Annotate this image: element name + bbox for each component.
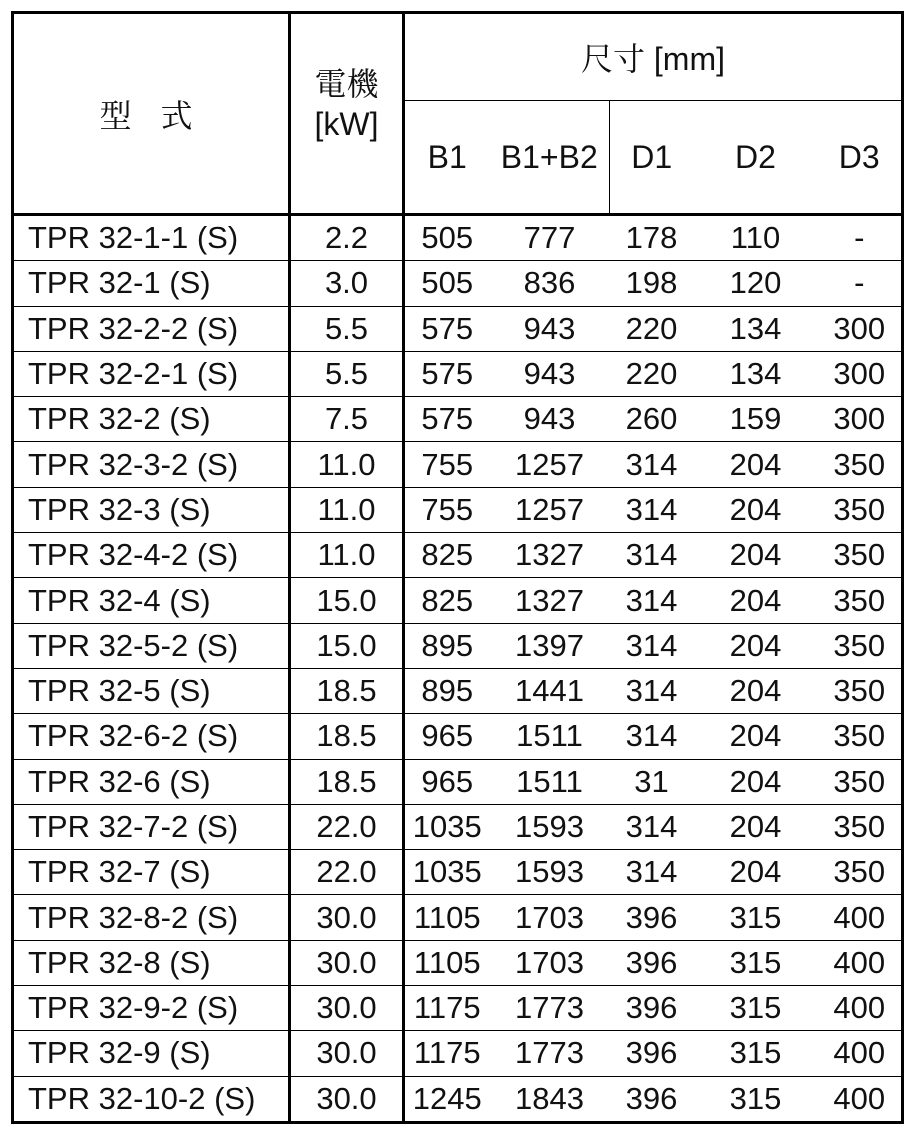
cell-d2: 159 xyxy=(694,397,818,442)
cell-d1: 314 xyxy=(610,487,694,532)
header-col-d1: D1 xyxy=(610,101,694,215)
cell-d3: 300 xyxy=(818,397,903,442)
cell-b1b2: 1773 xyxy=(490,986,610,1031)
cell-model: TPR 32-9-2 (S) xyxy=(13,986,290,1031)
cell-b1: 965 xyxy=(404,714,490,759)
table-row xyxy=(13,397,903,442)
cell-b1: 965 xyxy=(404,759,490,804)
header-model: 型 式 xyxy=(13,13,290,215)
cell-b1b2: 1257 xyxy=(490,442,610,487)
cell-d3: 350 xyxy=(818,442,903,487)
cell-d1: 220 xyxy=(610,351,694,396)
cell-b1b2: 1327 xyxy=(490,533,610,578)
header-motor-label: 電機 xyxy=(314,66,379,102)
cell-d2: 204 xyxy=(694,804,818,849)
cell-model: TPR 32-9 (S) xyxy=(13,1031,290,1076)
header-dimensions: 尺寸 [mm] xyxy=(404,13,903,101)
cell-d1: 220 xyxy=(610,306,694,351)
cell-motor-kw: 7.5 xyxy=(290,397,404,442)
spec-table xyxy=(11,11,904,1124)
cell-d2: 315 xyxy=(694,895,818,940)
cell-d3: 400 xyxy=(818,940,903,985)
table-row xyxy=(13,487,903,532)
cell-d2: 204 xyxy=(694,668,818,713)
cell-d1: 314 xyxy=(610,623,694,668)
cell-d3: 350 xyxy=(818,533,903,578)
cell-motor-kw: 2.2 xyxy=(290,215,404,261)
cell-b1: 575 xyxy=(404,351,490,396)
cell-b1b2: 943 xyxy=(490,351,610,396)
cell-model: TPR 32-1-1 (S) xyxy=(13,215,290,261)
cell-b1b2: 1773 xyxy=(490,1031,610,1076)
cell-b1b2: 1593 xyxy=(490,850,610,895)
table-row xyxy=(13,940,903,985)
cell-motor-kw: 5.5 xyxy=(290,306,404,351)
cell-b1b2: 1257 xyxy=(490,487,610,532)
table-row xyxy=(13,351,903,396)
cell-model: TPR 32-8 (S) xyxy=(13,940,290,985)
cell-d3: 350 xyxy=(818,668,903,713)
cell-d3: 300 xyxy=(818,351,903,396)
cell-b1: 1035 xyxy=(404,850,490,895)
cell-model: TPR 32-4-2 (S) xyxy=(13,533,290,578)
table-row xyxy=(13,895,903,940)
cell-model: TPR 32-8-2 (S) xyxy=(13,895,290,940)
cell-d2: 204 xyxy=(694,578,818,623)
table-row xyxy=(13,215,903,261)
cell-b1: 825 xyxy=(404,533,490,578)
cell-d3: 300 xyxy=(818,306,903,351)
cell-d2: 204 xyxy=(694,714,818,759)
cell-d1: 396 xyxy=(610,1031,694,1076)
cell-d1: 314 xyxy=(610,578,694,623)
spec-table-container xyxy=(11,11,904,1124)
table-row xyxy=(13,442,903,487)
header-col-d2: D2 xyxy=(694,101,818,215)
cell-b1b2: 1441 xyxy=(490,668,610,713)
table-row xyxy=(13,1031,903,1076)
cell-b1b2: 1327 xyxy=(490,578,610,623)
cell-b1: 1105 xyxy=(404,940,490,985)
cell-motor-kw: 15.0 xyxy=(290,578,404,623)
cell-motor-kw: 3.0 xyxy=(290,261,404,306)
cell-b1b2: 1703 xyxy=(490,940,610,985)
cell-motor-kw: 30.0 xyxy=(290,895,404,940)
cell-d3: 400 xyxy=(818,1076,903,1122)
cell-b1: 1175 xyxy=(404,1031,490,1076)
cell-b1: 755 xyxy=(404,487,490,532)
table-row xyxy=(13,668,903,713)
cell-model: TPR 32-5 (S) xyxy=(13,668,290,713)
cell-d1: 396 xyxy=(610,940,694,985)
cell-b1b2: 777 xyxy=(490,215,610,261)
cell-d1: 314 xyxy=(610,533,694,578)
table-row xyxy=(13,261,903,306)
cell-b1b2: 943 xyxy=(490,306,610,351)
cell-motor-kw: 11.0 xyxy=(290,487,404,532)
cell-b1b2: 1593 xyxy=(490,804,610,849)
cell-b1b2: 1843 xyxy=(490,1076,610,1122)
cell-b1b2: 1703 xyxy=(490,895,610,940)
cell-d1: 314 xyxy=(610,668,694,713)
cell-model: TPR 32-2-1 (S) xyxy=(13,351,290,396)
table-row xyxy=(13,759,903,804)
cell-motor-kw: 15.0 xyxy=(290,623,404,668)
cell-b1b2: 1511 xyxy=(490,714,610,759)
cell-d3: - xyxy=(818,261,903,306)
table-row xyxy=(13,850,903,895)
cell-d2: 134 xyxy=(694,306,818,351)
cell-model: TPR 32-6 (S) xyxy=(13,759,290,804)
cell-motor-kw: 5.5 xyxy=(290,351,404,396)
cell-d2: 204 xyxy=(694,442,818,487)
cell-motor-kw: 30.0 xyxy=(290,986,404,1031)
cell-motor-kw: 30.0 xyxy=(290,940,404,985)
table-row xyxy=(13,1076,903,1122)
cell-b1: 1035 xyxy=(404,804,490,849)
cell-model: TPR 32-10-2 (S) xyxy=(13,1076,290,1122)
cell-d2: 204 xyxy=(694,533,818,578)
cell-d1: 396 xyxy=(610,986,694,1031)
cell-d2: 120 xyxy=(694,261,818,306)
cell-model: TPR 32-2-2 (S) xyxy=(13,306,290,351)
cell-d1: 314 xyxy=(610,714,694,759)
cell-d3: 400 xyxy=(818,895,903,940)
cell-model: TPR 32-3-2 (S) xyxy=(13,442,290,487)
cell-d3: - xyxy=(818,215,903,261)
cell-d1: 198 xyxy=(610,261,694,306)
cell-d1: 396 xyxy=(610,895,694,940)
cell-model: TPR 32-6-2 (S) xyxy=(13,714,290,759)
cell-d3: 400 xyxy=(818,986,903,1031)
table-row xyxy=(13,714,903,759)
cell-b1: 755 xyxy=(404,442,490,487)
table-body xyxy=(13,215,903,1123)
cell-d1: 260 xyxy=(610,397,694,442)
cell-d1: 178 xyxy=(610,215,694,261)
cell-b1: 895 xyxy=(404,668,490,713)
cell-d2: 315 xyxy=(694,940,818,985)
cell-b1: 1245 xyxy=(404,1076,490,1122)
cell-model: TPR 32-7-2 (S) xyxy=(13,804,290,849)
header-col-b1b2: B1+B2 xyxy=(490,101,610,215)
cell-b1: 505 xyxy=(404,261,490,306)
table-row xyxy=(13,578,903,623)
cell-b1: 1105 xyxy=(404,895,490,940)
cell-b1b2: 943 xyxy=(490,397,610,442)
cell-b1: 825 xyxy=(404,578,490,623)
cell-d2: 134 xyxy=(694,351,818,396)
cell-b1b2: 1511 xyxy=(490,759,610,804)
cell-d2: 315 xyxy=(694,1031,818,1076)
cell-d2: 204 xyxy=(694,759,818,804)
cell-d2: 204 xyxy=(694,623,818,668)
cell-model: TPR 32-2 (S) xyxy=(13,397,290,442)
cell-model: TPR 32-7 (S) xyxy=(13,850,290,895)
table-header xyxy=(13,13,903,215)
table-row xyxy=(13,623,903,668)
cell-d2: 204 xyxy=(694,487,818,532)
header-motor-kw xyxy=(290,13,404,215)
table-row xyxy=(13,306,903,351)
cell-model: TPR 32-3 (S) xyxy=(13,487,290,532)
cell-d3: 350 xyxy=(818,487,903,532)
cell-d2: 110 xyxy=(694,215,818,261)
cell-b1: 505 xyxy=(404,215,490,261)
cell-d1: 314 xyxy=(610,442,694,487)
cell-d1: 314 xyxy=(610,850,694,895)
cell-d3: 350 xyxy=(818,714,903,759)
cell-d2: 315 xyxy=(694,1076,818,1122)
cell-b1b2: 1397 xyxy=(490,623,610,668)
cell-d3: 350 xyxy=(818,850,903,895)
table-row xyxy=(13,986,903,1031)
cell-b1: 575 xyxy=(404,397,490,442)
cell-d1: 31 xyxy=(610,759,694,804)
cell-motor-kw: 18.5 xyxy=(290,714,404,759)
cell-b1: 895 xyxy=(404,623,490,668)
cell-d3: 350 xyxy=(818,623,903,668)
cell-d2: 204 xyxy=(694,850,818,895)
table-row xyxy=(13,804,903,849)
cell-model: TPR 32-4 (S) xyxy=(13,578,290,623)
table-row xyxy=(13,533,903,578)
cell-d3: 350 xyxy=(818,804,903,849)
header-motor-unit: [kW] xyxy=(314,106,379,142)
cell-motor-kw: 18.5 xyxy=(290,759,404,804)
cell-d3: 350 xyxy=(818,759,903,804)
cell-b1: 575 xyxy=(404,306,490,351)
header-col-b1: B1 xyxy=(404,101,490,215)
cell-motor-kw: 22.0 xyxy=(290,850,404,895)
cell-model: TPR 32-1 (S) xyxy=(13,261,290,306)
cell-motor-kw: 30.0 xyxy=(290,1076,404,1122)
cell-d3: 350 xyxy=(818,578,903,623)
cell-b1b2: 836 xyxy=(490,261,610,306)
header-col-d3: D3 xyxy=(818,101,903,215)
cell-model: TPR 32-5-2 (S) xyxy=(13,623,290,668)
cell-d1: 314 xyxy=(610,804,694,849)
cell-motor-kw: 11.0 xyxy=(290,442,404,487)
cell-motor-kw: 22.0 xyxy=(290,804,404,849)
cell-motor-kw: 11.0 xyxy=(290,533,404,578)
cell-d1: 396 xyxy=(610,1076,694,1122)
cell-motor-kw: 18.5 xyxy=(290,668,404,713)
cell-d2: 315 xyxy=(694,986,818,1031)
cell-b1: 1175 xyxy=(404,986,490,1031)
cell-motor-kw: 30.0 xyxy=(290,1031,404,1076)
cell-d3: 400 xyxy=(818,1031,903,1076)
